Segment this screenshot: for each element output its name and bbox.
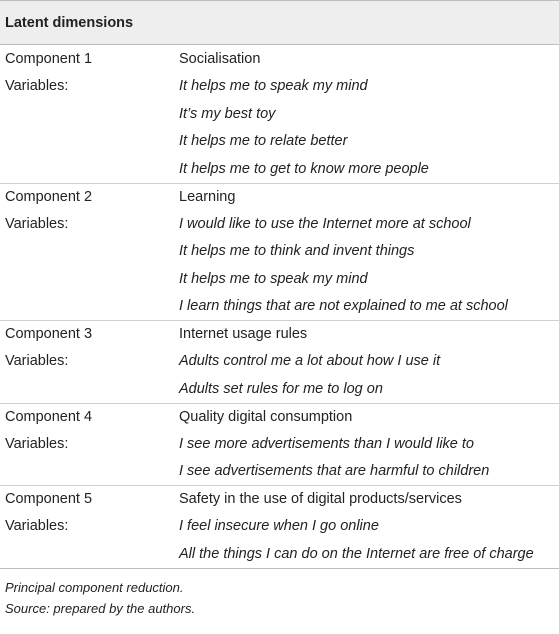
variable-row — [0, 430, 559, 458]
variable-item: I see advertisements that are harmful to children — [179, 463, 490, 480]
component-label: Component 1 — [5, 50, 93, 67]
component-row — [0, 45, 559, 73]
component-name: Quality digital consumption — [179, 408, 353, 425]
variables-label: Variables: — [5, 435, 69, 452]
table-header-label: Latent dimensions — [5, 14, 134, 31]
table-header — [0, 0, 559, 45]
variable-item: It helps me to get to know more people — [179, 160, 429, 177]
variable-item: I feel insecure when I go online — [179, 518, 379, 535]
variable-row — [0, 100, 559, 128]
variable-item: I learn things that are not explained to me at school — [179, 298, 508, 315]
variable-item: I see more advertisements than I would like to — [179, 435, 474, 452]
component-label: Component 3 — [5, 326, 93, 343]
variable-item: It helps me to speak my mind — [179, 78, 368, 95]
component-row — [0, 485, 559, 513]
variable-item: Adults control me a lot about how I use it — [179, 353, 441, 370]
footnote-source: Source: prepared by the authors. — [5, 600, 196, 616]
component-row — [0, 183, 559, 211]
component-label: Component 4 — [5, 408, 93, 425]
component-name: Safety in the use of digital products/services — [179, 491, 462, 508]
variable-item: It helps me to speak my mind — [179, 270, 368, 287]
table-body — [0, 45, 559, 569]
component-name: Socialisation — [179, 50, 261, 67]
footnote-method: Principal component reduction. — [5, 579, 184, 595]
variable-item: Adults set rules for me to log on — [179, 380, 383, 397]
variable-row — [0, 73, 559, 101]
variable-row — [0, 210, 559, 238]
variable-row — [0, 540, 559, 568]
component-name: Learning — [179, 188, 236, 205]
variable-row — [0, 128, 559, 156]
component-label: Component 2 — [5, 188, 93, 205]
variables-label: Variables: — [5, 215, 69, 232]
variable-row — [0, 238, 559, 266]
variables-label: Variables: — [5, 518, 69, 535]
variable-row — [0, 375, 559, 403]
variable-item: It helps me to think and invent things — [179, 243, 415, 260]
variable-row — [0, 293, 559, 321]
variable-row — [0, 155, 559, 183]
variable-item: All the things I can do on the Internet are free of charge — [179, 545, 534, 562]
component-label: Component 5 — [5, 491, 93, 508]
component-row — [0, 403, 559, 431]
component-name: Internet usage rules — [179, 326, 308, 343]
variables-label: Variables: — [5, 353, 69, 370]
variable-row — [0, 348, 559, 376]
variables-label: Variables: — [5, 78, 69, 95]
variable-row — [0, 458, 559, 486]
variable-row — [0, 265, 559, 293]
variable-item: It’s my best toy — [179, 105, 276, 122]
component-row — [0, 320, 559, 348]
variable-row — [0, 513, 559, 541]
variable-item: It helps me to relate better — [179, 133, 348, 150]
variable-item: I would like to use the Internet more at school — [179, 215, 471, 232]
table-footnotes — [0, 569, 559, 619]
